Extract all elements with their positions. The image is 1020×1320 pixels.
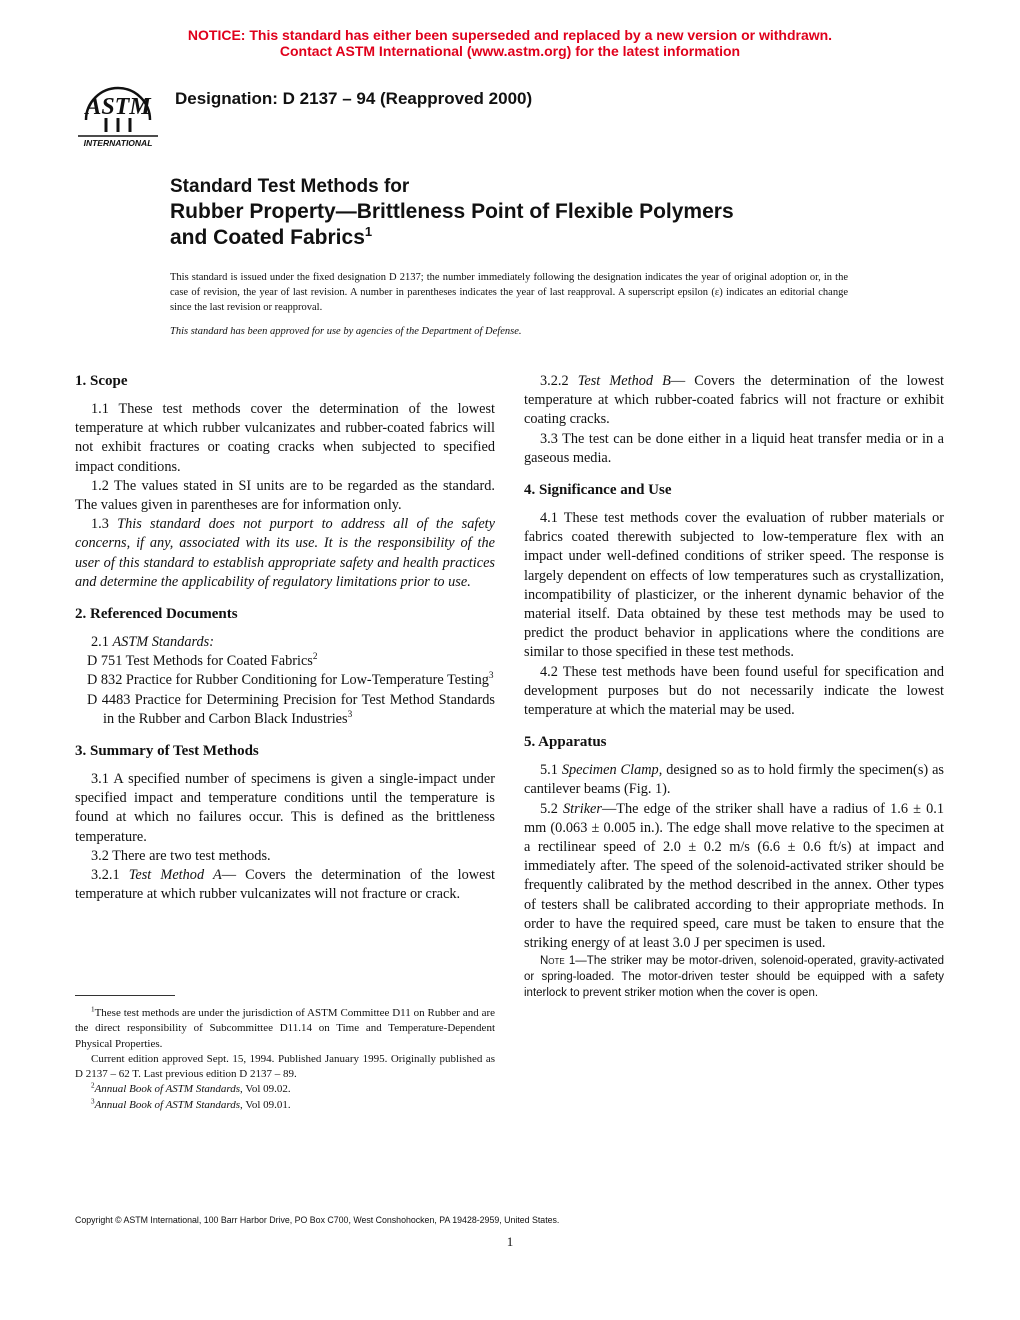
notice-line-1: NOTICE: This standard has either been superseded and replaced by a new version or withdrawn. (187, 27, 833, 43)
para-1-2: 1.2 The values stated in SI units are to be regarded as the standard. The values given in parentheses are for information only. (75, 477, 495, 514)
para-5-2-text: —The edge of the striker shall have a radius of 1.6 ± 0.1 mm (0.063 ± 0.005 in.). The edge shall move relative to the specimen at a rectilinear speed of 2.0 ± 0.2 m/s (6.6 ± 0.6 ft/s) at impact and immediately after. The speed of the solenoid-activated striker should be frequently calibrated by the method described in the annex. Other types of testers shall be calibrated according to their appropriate methods. In order to have the required speed, care must be taken to ensure that the striking energy of at least 3.0 J per specimen is used. (524, 800, 944, 952)
para-5-1-title: Specimen Clamp (561, 762, 659, 779)
copyright-line: Copyright © ASTM International, 100 Barr Harbor Drive, PO Box C700, West Conshohocken, PA 19428-2959, United States. (75, 1215, 560, 1225)
para-3-2-2-text: — Covers the determination of the lowest temperature at which rubber-coated fabrics will not fracture or exhibit coating cracks. (524, 373, 944, 428)
footnote-1-text: These test methods are under the jurisdiction of ASTM Committee D11 on Rubber and are the direct responsibility of Subcommittee D11.14 on Time and Temperature-Dependent Physical Properties. (75, 1007, 495, 1050)
para-2-1-num: 2.1 (91, 634, 109, 651)
para-4-1: 4.1 These test methods cover the evaluation of rubber materials or fabrics coated therewith subjected to low-temperature flex with an impact under well-defined conditions of striker speed. The response is largely dependent on effects of low temperatures such as crystallization, incompatibility of plasticizer, or the inherent dynamic behavior of the material itself. Data obtained by these test methods may be used to predict the product behavior in applications where the conditions are similar to those specified in these test methods. (524, 510, 944, 661)
designation: Designation: D 2137 – 94 (Reapproved 2000) (175, 89, 533, 108)
reference-d4483-text: D 4483 Practice for Determining Precision for Test Method Standards in the Rubber and Carbon Black Industries (87, 691, 495, 727)
document-title (170, 175, 734, 251)
reference-d832-sup: 3 (488, 671, 494, 682)
para-3-2-1-num: 3.2.1 (91, 867, 120, 884)
para-1-3-num: 1.3 (91, 516, 109, 533)
section-heading-summary: 3. Summary of Test Methods (75, 743, 259, 760)
para-5-1-text: , designed so as to hold firmly the specimen(s) as cantilever beams (Fig. 1). (524, 762, 945, 798)
footnote-2-title: Annual Book of ASTM Standards (94, 1083, 241, 1096)
title-line-3 (170, 225, 734, 251)
astm-logo (76, 72, 160, 150)
notice-line-2: Contact ASTM International (www.astm.org) for the latest information (279, 43, 741, 59)
title-line-1: Standard Test Methods for (170, 176, 410, 197)
footnote-2-text: , Vol 09.02. (240, 1083, 291, 1096)
footnote-3-text: , Vol 09.01. (240, 1098, 291, 1111)
section-heading-apparatus: 5. Apparatus (524, 734, 607, 751)
right-column (524, 372, 944, 1001)
footnote-3 (75, 1098, 495, 1113)
para-5-2 (524, 800, 944, 954)
para-1-3-text: This standard does not purport to address all of the safety concerns, if any, associated with its use. It is the responsibility of the user of this standard to establish appropriate safety and health practices and determine the applicability of regulatory limitations prior to use. (75, 516, 495, 590)
dod-approval: This standard has been approved for use by agencies of the Department of Defense. (170, 326, 522, 337)
para-3-2-1 (75, 866, 495, 904)
issue-statement: This standard is issued under the fixed designation D 2137; the number immediately following the designation indicates the year of original adoption or, in the case of revision, the year of last revision. A number in parentheses indicates the year of last reapproval. A superscript epsilon (ε) indicates an editorial change since the last revision or reapproval. (170, 272, 848, 313)
reference-d751 (75, 652, 495, 671)
para-5-2-num: 5.2 (540, 800, 558, 817)
para-1-1: 1.1 These test methods cover the determination of the lowest temperature at which rubber vulcanizates and rubber-coated fabrics will not exhibit fractures or coating cracks when subjected to specified impact conditions. (75, 401, 495, 475)
svg-text:ASTM: ASTM (85, 94, 151, 120)
footnote-2 (75, 1082, 495, 1097)
reference-d4483-sup: 3 (347, 710, 353, 721)
reference-d832-text: D 832 Practice for Rubber Conditioning for Low-Temperature Testing (87, 672, 489, 689)
footnote-3-sup: 3 (91, 1097, 95, 1106)
footnote-1-edition: Current edition approved Sept. 15, 1994. Published January 1995. Originally published as D 2137 – 62 T. Last previous edition D 2137 – 89. (75, 1052, 495, 1081)
title-line-3-text: and Coated Fabrics (170, 226, 365, 249)
para-5-1 (524, 761, 944, 799)
para-3-2: 3.2 There are two test methods. (91, 847, 271, 864)
para-4-2: 4.2 These test methods have been found useful for specification and development purposes but do not necessarily indicate the lowest temperature at which the material may be used. (524, 663, 944, 719)
para-3-2-2-title: Test Method B (577, 373, 671, 389)
para-1-3 (75, 515, 495, 592)
note-1-label: Note 1 (540, 955, 576, 968)
reference-d4483 (75, 691, 495, 729)
para-5-1-num: 5.1 (540, 762, 558, 779)
para-3-2-2 (524, 372, 944, 430)
footnote-3-title: Annual Book of ASTM Standards (94, 1098, 241, 1111)
reference-d751-sup: 2 (312, 652, 318, 663)
para-2-1-text: ASTM Standards: (112, 634, 214, 651)
note-1-text: —The striker may be motor-driven, solenoid-operated, gravity-activated or spring-loaded. The motor-driven tester should be equipped with a safety interlock to prevent striker motion when the cover is open. (524, 955, 945, 1000)
section-heading-referenced-documents: 2. Referenced Documents (75, 606, 238, 623)
reference-d832 (75, 671, 495, 690)
footnote-2-sup: 2 (91, 1081, 95, 1090)
para-3-1: 3.1 A specified number of specimens is given a single-impact under specified impact and temperature conditions until the temperature is found at which no failures occur. This is defined as the brittleness temperature. (75, 771, 495, 845)
svg-text:INTERNATIONAL: INTERNATIONAL (83, 138, 153, 148)
page-number: 1 (506, 1234, 514, 1249)
para-2-1 (75, 633, 495, 652)
footnote-1 (75, 1006, 495, 1052)
footnotes (75, 1006, 495, 1113)
note-1 (524, 953, 944, 1001)
para-5-2-title: Striker (563, 800, 602, 817)
para-3-2-1-title: Test Method A (128, 867, 222, 884)
title-line-2: Rubber Property—Brittleness Point of Flexible Polymers (170, 200, 734, 223)
footnote-1-sup: 1 (91, 1005, 95, 1014)
section-heading-significance: 4. Significance and Use (524, 482, 672, 499)
para-3-2-2-num: 3.2.2 (540, 373, 569, 389)
title-footnote-ref: 1 (364, 224, 373, 239)
para-3-2-1-text: — Covers the determination of the lowest temperature at which rubber vulcanizates will not fracture or crack. (75, 867, 495, 903)
para-3-3: 3.3 The test can be done either in a liquid heat transfer media or in a gaseous media. (524, 430, 944, 466)
astm-logo-graphic (76, 72, 160, 150)
withdrawal-notice (0, 27, 1020, 59)
left-column (75, 372, 495, 904)
section-heading-scope: 1. Scope (75, 373, 128, 389)
footnote-divider (75, 995, 175, 996)
reference-d751-text: D 751 Test Methods for Coated Fabrics (87, 653, 313, 670)
